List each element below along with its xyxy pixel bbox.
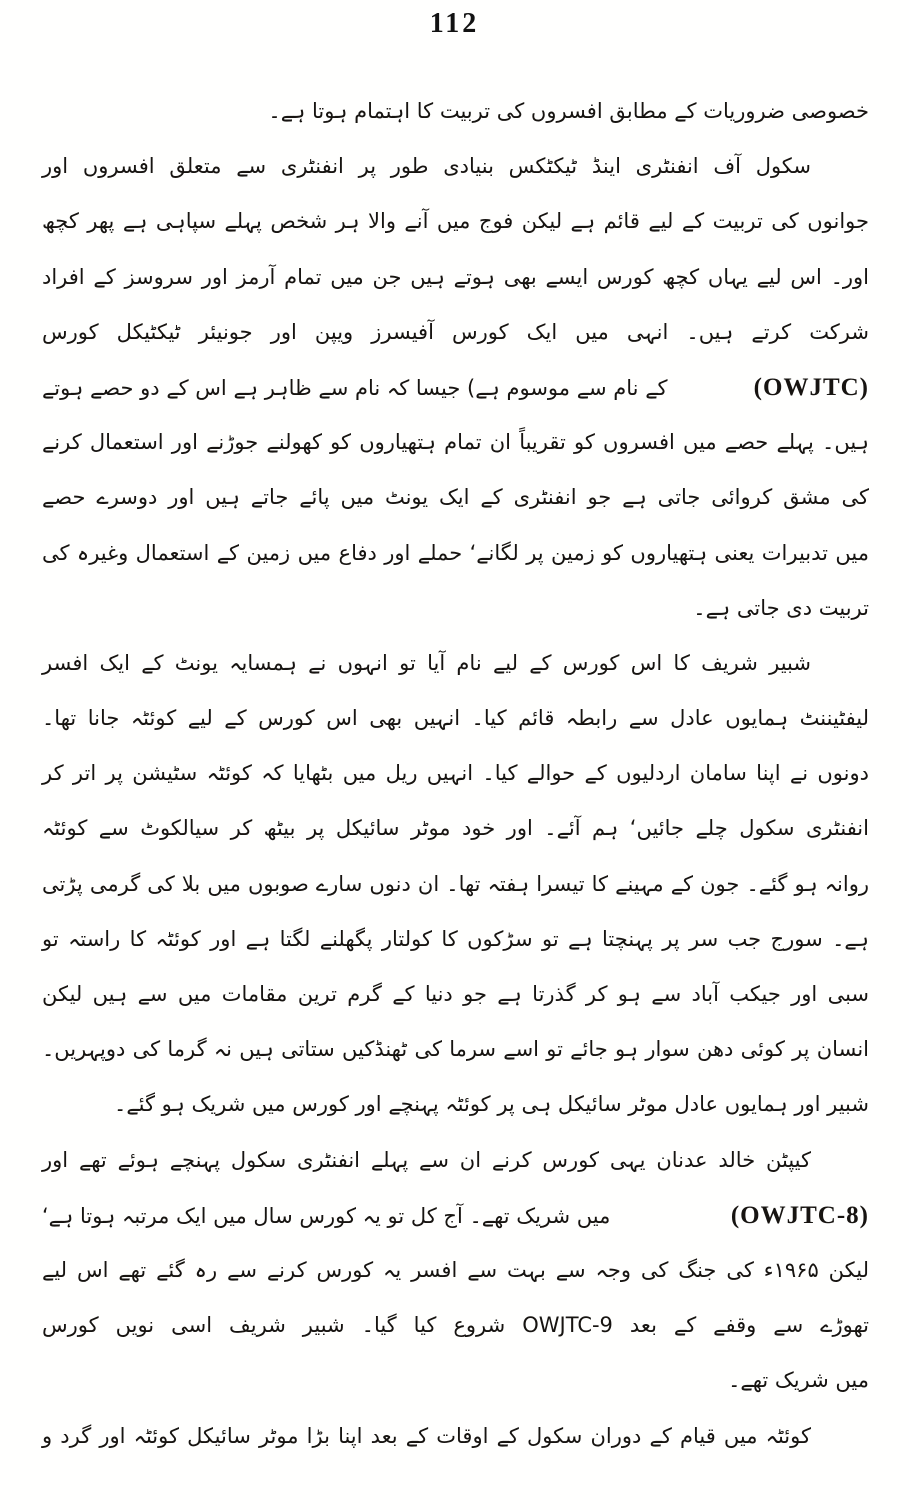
text-line: شبیر شریف کا اس کورس کے لیے نام آیا تو انہوں نے ہمسایہ یونٹ کے ایک افسر xyxy=(42,650,811,675)
text-line: جوانوں کی تربیت کے لیے قائم ہے لیکن فوج میں آنے والا ہر شخص پہلے سپاہی ہے پھر کچھ xyxy=(42,209,869,234)
text-line: میں تدبیرات یعنی ہتھیاروں کو زمین پر لگانے‘ حملے اور دفاع میں زمین کے استعمال وغیرہ کی xyxy=(42,540,869,565)
text-line: اور۔ اس لیے یہاں کچھ کورس ایسے بھی ہوتے ہیں جن میں تمام آرمز اور سروسز کے افراد xyxy=(42,264,869,289)
text-line: کیپٹن خالد عدنان یہی کورس کرنے ان سے پہلے انفنٹری سکول پہنچے ہوئے تھے اور xyxy=(42,1147,811,1172)
latin-acronym: (OWJTC) xyxy=(753,373,869,401)
body-text xyxy=(42,84,869,1464)
urdu-text-segment: کے نام سے موسوم ہے) جیسا کہ نام سے ظاہر ہے اس کے دو حصے ہوتے xyxy=(42,375,668,400)
text-line: ہیں۔ پہلے حصے میں افسروں کو تقریباً ان تمام ہتھیاروں کو کھولنے جوڑنے اور استعمال کرنے xyxy=(42,430,869,455)
text-line: روانہ ہو گئے۔ جون کے مہینے کا تیسرا ہفتہ تھا۔ ان دنوں سارے صوبوں میں بلا کی گرمی پڑتی xyxy=(42,871,869,896)
text-line: تھوڑے سے وقفے کے بعد OWJTC-9 شروع کیا گیا۔ شبیر شریف اسی نویں کورس xyxy=(42,1313,869,1338)
text-line: شرکت کرتے ہیں۔ انہی میں ایک کورس آفیسرز ویپن اور جونیئر ٹیکٹیکل کورس xyxy=(42,319,869,344)
text-line: تربیت دی جاتی ہے۔ xyxy=(693,595,869,620)
text-line: لیفٹیننٹ ہمایوں عادل سے رابطہ قائم کیا۔ انہیں بھی اس کورس کے لیے کوئٹہ جانا تھا۔ xyxy=(42,706,869,731)
text-line: انفنٹری سکول چلے جائیں‘ ہم آئے۔ اور خود موٹر سائیکل پر بیٹھ کر سیالکوٹ سے کوئٹہ xyxy=(42,816,869,841)
text-line: انسان پر کوئی دھن سوار ہو جائے تو اسے سرما کی ٹھنڈکیں ستاتی ہیں نہ گرما کی دوپہریں۔ xyxy=(42,1037,869,1062)
text-line: ہے۔ سورج جب سر پر پہنچتا ہے تو سڑکوں کا کولتار پگھلنے لگتا ہے اور کوئٹہ کا راستہ تو xyxy=(42,926,869,951)
text-line: کوئٹہ میں قیام کے دوران سکول کے اوقات کے بعد اپنا بڑا موٹر سائیکل کوئٹہ اور گرد و xyxy=(42,1423,811,1448)
text-line: لیکن ۱۹۶۵ء کی جنگ کی وجہ سے بہت سے افسر یہ کورس کرنے سے رہ گئے تھے اس لیے xyxy=(42,1257,869,1282)
text-line: سکول آف انفنٹری اینڈ ٹیکٹکس بنیادی طور پر انفنٹری سے متعلق افسروں اور xyxy=(42,154,811,179)
text-line xyxy=(42,360,869,415)
text-line: سبی اور جیکب آباد سے ہو کر گذرتا ہے جو دنیا کے گرم ترین مقامات میں سے ہیں لیکن xyxy=(42,982,869,1006)
text-line: میں شریک تھے۔ xyxy=(728,1368,869,1393)
urdu-text-segment: میں شریک تھے۔ آج کل تو یہ کورس سال میں ایک مرتبہ ہوتا ہے‘ xyxy=(42,1203,611,1228)
text-line: خصوصی ضروریات کے مطابق افسروں کی تربیت کا اہتمام ہوتا ہے۔ xyxy=(268,99,869,123)
text-line: کی مشق کروائی جاتی ہے جو انفنٹری کے ایک یونٹ میں پائے جاتے ہیں اور دوسرے حصے xyxy=(42,485,869,510)
text-line xyxy=(42,1188,869,1243)
page-number: 112 xyxy=(429,8,480,39)
latin-acronym: (OWJTC-8) xyxy=(730,1201,869,1229)
text-line: شبیر اور ہمایوں عادل موٹر سائیکل ہی پر کوئٹہ پہنچے اور کورس میں شریک ہو گئے۔ xyxy=(114,1092,869,1117)
text-line: دونوں نے اپنا سامان اردلیوں کے حوالے کیا۔ انہیں ریل میں بٹھایا کہ کوئٹہ سٹیشن پر اتر کر xyxy=(42,761,869,786)
